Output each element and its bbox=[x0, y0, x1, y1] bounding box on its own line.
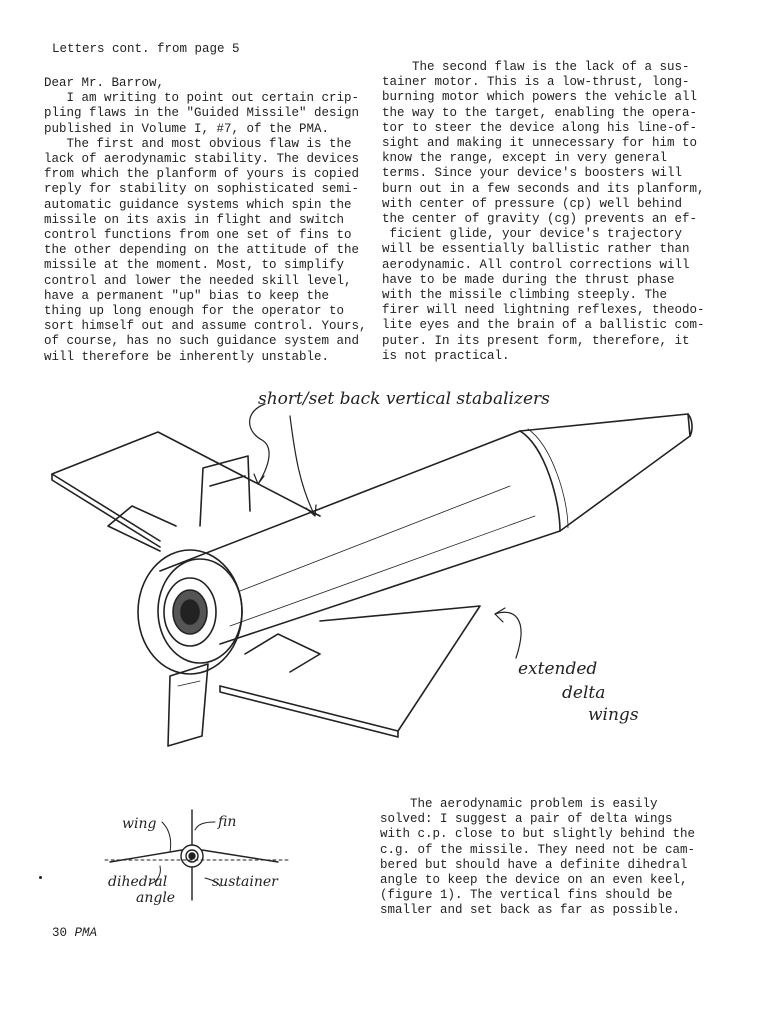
text-line: the other depending on the attitude of the bbox=[44, 243, 360, 258]
wings-label-line-1: extended bbox=[518, 659, 598, 679]
text-line: missile at the moment. Most, to simplify bbox=[44, 258, 345, 273]
text-line: will be essentially ballistic rather than bbox=[382, 242, 690, 257]
page-footer bbox=[52, 926, 97, 940]
text-line: ficient glide, your device's trajectory bbox=[382, 227, 683, 242]
dihedral-diagram bbox=[100, 800, 300, 910]
print-speck bbox=[39, 876, 42, 879]
text-line: reply for stability on sophisticated semi- bbox=[44, 182, 360, 197]
text-line: thing up long enough for the operator to bbox=[44, 304, 345, 319]
text-line: sort himself out and assume control. Yours, bbox=[44, 319, 367, 334]
text-line: with c.p. close to but slightly behind the bbox=[380, 827, 696, 842]
text-line: The second flaw is the lack of a sus- bbox=[382, 60, 690, 74]
text-line: The aerodynamic problem is easily bbox=[380, 797, 658, 811]
wings-label-line-3: wings bbox=[588, 705, 639, 725]
text-line: automatic guidance systems which spin the bbox=[44, 197, 352, 212]
text-line: tainer motor. This is a low-thrust, long- bbox=[382, 75, 690, 90]
text-line: Dear Mr. Barrow, bbox=[44, 76, 165, 90]
text-line: of course, has no such guidance system and bbox=[44, 334, 360, 349]
text-line: sight and making it unnecessary for him to bbox=[382, 136, 698, 151]
text-line: the way to the target, enabling the opera- bbox=[382, 105, 698, 120]
text-line: smaller and set back as far as possible. bbox=[380, 903, 681, 918]
text-line: tor to steer the device along his line-of- bbox=[382, 120, 698, 135]
text-line: solved: I suggest a pair of delta wings bbox=[380, 812, 673, 827]
text-line: missile on its axis in flight and switch bbox=[44, 212, 345, 227]
dihedral-label-line-2: angle bbox=[136, 890, 176, 906]
text-line: burn out in a few seconds and its planform, bbox=[382, 181, 705, 196]
text-line: the center of gravity (cg) prevents an ef- bbox=[382, 212, 698, 227]
text-line: (figure 1). The vertical fins should be bbox=[380, 888, 673, 903]
continuation-header: Letters cont. from page 5 bbox=[52, 42, 240, 56]
letter-bottom-column bbox=[380, 797, 695, 919]
text-line: firer will need lightning reflexes, theodo- bbox=[382, 303, 705, 318]
text-line: lack of aerodynamic stability. The devices bbox=[44, 152, 360, 167]
text-line: terms. Since your device's boosters will bbox=[382, 166, 683, 181]
sustainer-label: sustainer bbox=[212, 874, 278, 890]
text-line: will therefore be inherently unstable. bbox=[44, 349, 330, 364]
text-line: I am writing to point out certain crip- bbox=[44, 91, 360, 106]
letter-right-column bbox=[382, 60, 705, 364]
text-line: have a permanent "up" bias to keep the bbox=[44, 288, 330, 303]
text-line: is not practical. bbox=[382, 348, 510, 363]
text-line: with the missile climbing steeply. The bbox=[382, 288, 668, 303]
text-line: aerodynamic. All control corrections will bbox=[382, 257, 690, 272]
text-line: pling flaws in the "Guided Missile" design bbox=[44, 106, 360, 121]
text-line: burning motor which powers the vehicle all bbox=[382, 90, 698, 105]
missile-illustration bbox=[40, 376, 740, 756]
text-line: The first and most obvious flaw is the bbox=[44, 136, 352, 151]
text-line: bered but should have a definite dihedral bbox=[380, 857, 688, 872]
text-line: angle to keep the device on an even keel, bbox=[380, 873, 688, 888]
publication-name: PMA bbox=[74, 926, 98, 940]
text-line: with center of pressure (cp) well behind bbox=[382, 196, 683, 211]
fin-label: fin bbox=[218, 814, 237, 830]
text-line: lite eyes and the brain of a ballistic com- bbox=[382, 318, 705, 333]
text-line: control and lower the needed skill level, bbox=[44, 273, 352, 288]
text-line: know the range, except in very general bbox=[382, 151, 668, 166]
stabilizer-label: short/set back vertical stabalizers bbox=[258, 389, 550, 409]
dihedral-label-line-1: dihedral bbox=[108, 874, 168, 890]
letter-left-column bbox=[44, 76, 367, 365]
page-number: 30 bbox=[52, 926, 68, 940]
wings-label-line-2: delta bbox=[562, 683, 606, 703]
text-line: published in Volume I, #7, of the PMA. bbox=[44, 121, 330, 136]
wing-label: wing bbox=[122, 816, 157, 832]
text-line: control functions from one set of fins to bbox=[44, 228, 352, 243]
text-line: c.g. of the missile. They need not be cam- bbox=[380, 842, 696, 857]
text-line: puter. In its present form, therefore, it bbox=[382, 333, 690, 348]
text-line: have to be made during the thrust phase bbox=[382, 272, 675, 287]
text-line: from which the planform of yours is copied bbox=[44, 167, 360, 182]
